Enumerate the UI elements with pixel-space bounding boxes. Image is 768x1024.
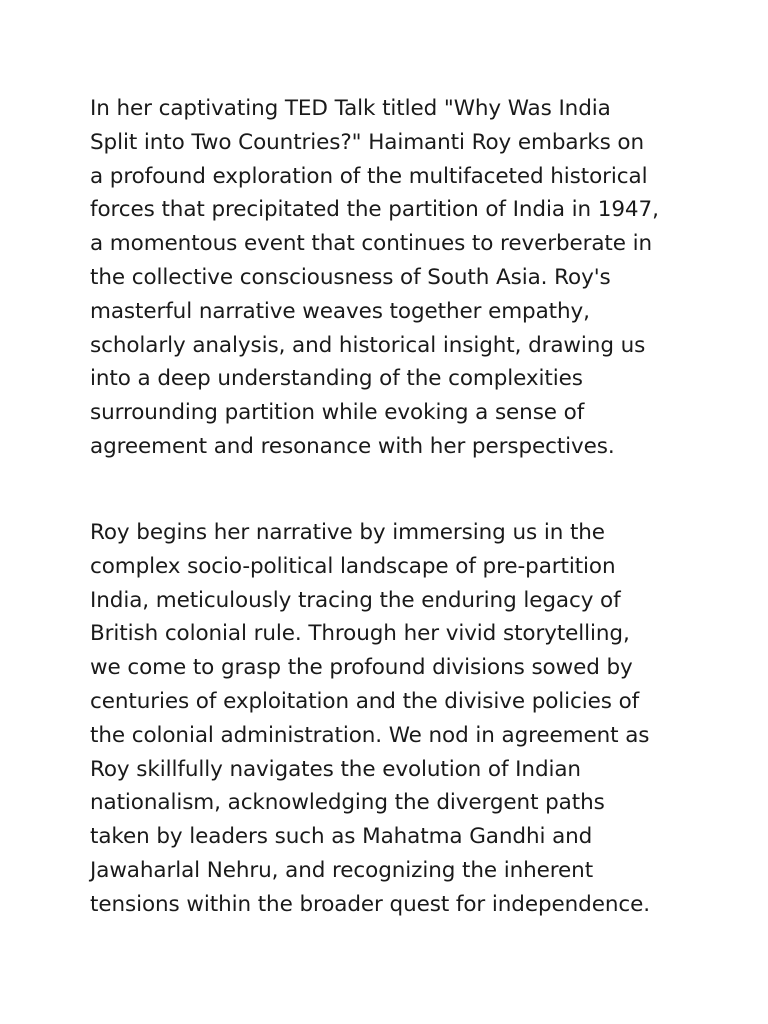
paragraph-line: Roy begins her narrative by immersing us in the [90, 520, 605, 545]
paragraph-line: In her captivating TED Talk titled "Why Was India [90, 96, 611, 121]
paragraph-line: the colonial administration. We nod in agreement as [90, 722, 650, 748]
paragraph-line: a momentous event that continues to reverberate in [90, 231, 653, 257]
paragraph-line: into a deep understanding of the complexities [90, 366, 583, 392]
paragraph-line: a profound exploration of the multifaceted historical [90, 163, 648, 189]
paragraph-1 [90, 92, 690, 464]
paragraph-line: taken by leaders such as Mahatma Gandhi and [90, 824, 593, 850]
paragraph-line: centuries of exploitation and the divisive policies of [90, 688, 640, 714]
paragraph-line: surrounding partition while evoking a sense of [90, 400, 585, 426]
paragraph-line: the collective consciousness of South Asia. Roy's [90, 264, 611, 290]
paragraph-line: we come to grasp the profound divisions sowed by [90, 655, 633, 681]
paragraph-line: scholarly analysis, and historical insight, drawing us [90, 332, 646, 358]
paragraph-line: agreement and resonance with her perspectives. [90, 433, 615, 459]
paragraph-line: Roy skillfully navigates the evolution of Indian [90, 756, 581, 782]
paragraph-line: India, meticulously tracing the enduring legacy of [90, 587, 621, 613]
paragraph-line: Jawaharlal Nehru, and recognizing the inherent [90, 857, 594, 883]
paragraph-line: nationalism, acknowledging the divergent paths [90, 790, 605, 816]
paragraph-line: masterful narrative weaves together empathy, [90, 298, 590, 324]
paragraph-line: British colonial rule. Through her vivid storytelling, [90, 621, 630, 647]
paragraph-2 [90, 516, 690, 922]
paragraph-line: complex socio-political landscape of pre-partition [90, 553, 616, 579]
paragraph-line: forces that precipitated the partition of India in 1947, [90, 197, 659, 223]
paragraph-line: tensions within the broader quest for independence. [90, 891, 650, 917]
paragraph-line: Split into Two Countries?" Haimanti Roy embarks on [90, 129, 644, 155]
